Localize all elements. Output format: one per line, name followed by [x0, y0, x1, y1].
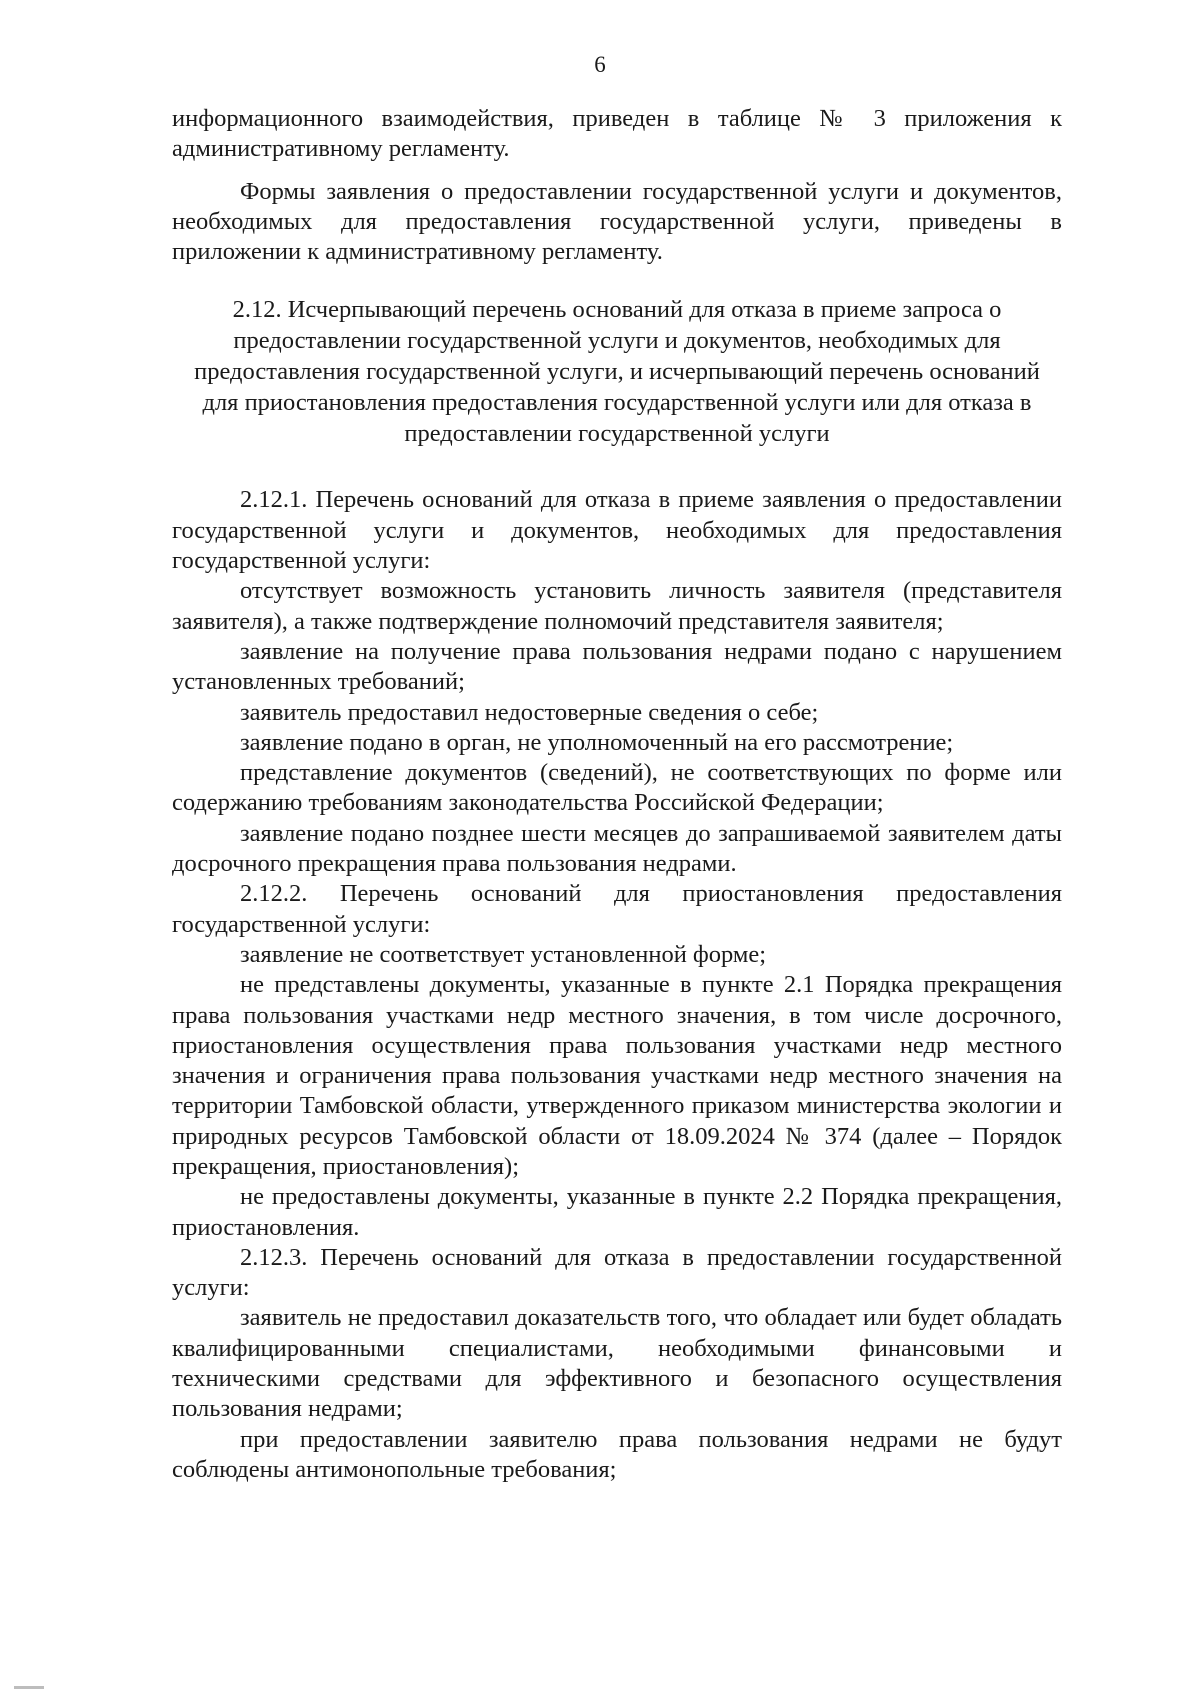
list-item-late-application: заявление подано позднее шести месяцев до запрашиваемой заявителем даты досрочного прекращения права пользования недрами. [172, 819, 1062, 878]
list-item-wrong-body: заявление подано в орган, не уполномоченный на его рассмотрение; [240, 728, 954, 756]
scan-edge-mark [14, 1686, 44, 1689]
document-body [172, 104, 1062, 1485]
paragraph-2-12-3: 2.12.3. Перечень оснований для отказа в предоставлении государственной услуги: [172, 1243, 1062, 1302]
list-item-missing-docs-2-1: не представлены документы, указанные в пункте 2.1 Порядка прекращения права пользования участками недр местного значения, в том числе досрочного, приостановления осуществления права пользования участками недр местного значения и ограничения права пользования участками недр местного значения на территории Тамбовской области, утвержденного приказом министерства экологии и природных ресурсов Тамбовской области от 18.09.2024 № 374 (далее – Порядок прекращения, приостановления); [172, 971, 1062, 1180]
list-item-identity: отсутствует возможность установить личность заявителя (представителя заявителя), а также подтверждение полномочий представителя заявителя; [172, 577, 1062, 635]
list-item-missing-docs-2-2: не предоставлены документы, указанные в пункте 2.2 Порядка прекращения, приостановления. [172, 1183, 1062, 1241]
list-item-false-info: заявитель предоставил недостоверные сведения о себе; [240, 698, 819, 726]
paragraph-application-forms: Формы заявления о предоставлении государственной услуги и документов, необходимых для предоставления государственной услуги, приведены в приложении к административному регламенту. [172, 177, 1062, 266]
list-item-antimonopoly: при предоставлении заявителю права пользования недрами не будут соблюдены антимонопольные требования; [172, 1425, 1062, 1483]
paragraph-2-12-2: 2.12.2. Перечень оснований для приостановления предоставления государственной услуги: [172, 880, 1062, 938]
paragraph-2-12-1: 2.12.1. Перечень оснований для отказа в приеме заявления о предоставлении государственной услуги и документов, необходимых для предоставления государственной услуги: [172, 486, 1062, 575]
list-item-wrong-form: заявление не соответствует установленной форме; [240, 940, 767, 968]
page-number: 6 [594, 52, 606, 77]
list-item-nonconforming-docs: представление документов (сведений), не соответствующих по форме или содержанию требованиям законодательства Российской Федерации; [172, 759, 1062, 817]
section-heading-2-12: 2.12. Исчерпывающий перечень оснований для отказа в приеме запроса о предоставлении государственной услуги и документов, необходимых для предоставления государственной услуги, и исчерпывающий перечень оснований для приостановления предоставления государственной услуги или для отказа в предоставлении государственной услуги [194, 296, 1040, 447]
paragraph-interaction-table: информационного взаимодействия, приведен в таблице № 3 приложения к административному регламенту. [172, 105, 1062, 163]
list-item-violation: заявление на получение права пользования недрами подано с нарушением установленных требований; [172, 637, 1062, 696]
list-item-no-evidence: заявитель не предоставил доказательств того, что обладает или будет обладать квалифицированными специалистами, необходимыми финансовыми и техническими средствами для эффективного и безопасного осуществления пользования недрами; [172, 1304, 1062, 1423]
